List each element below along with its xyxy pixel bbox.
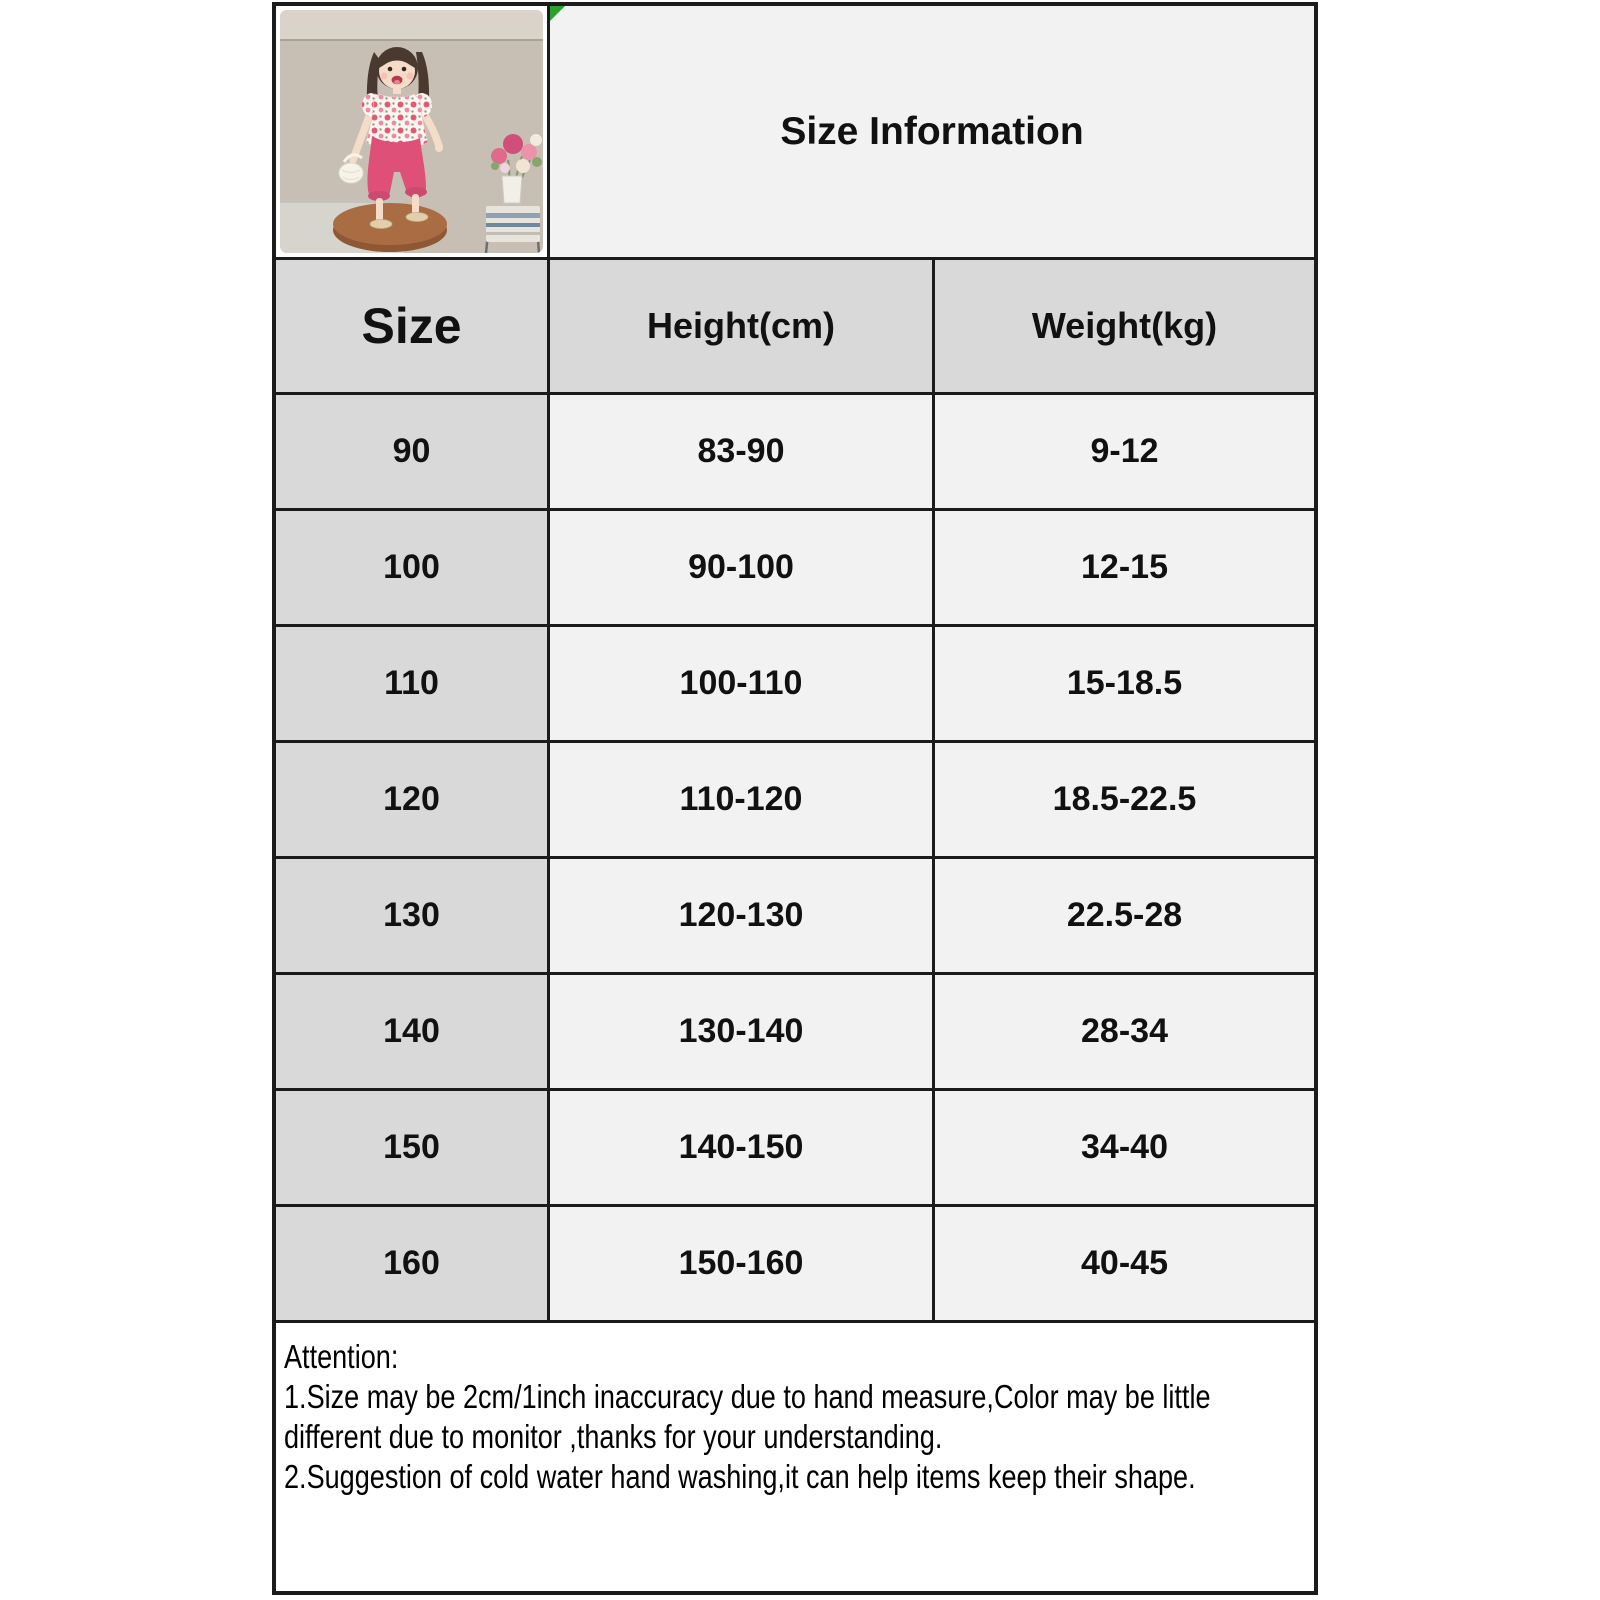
column-header-height: Height(cm) <box>550 260 932 392</box>
size-cell: 90 <box>276 395 547 508</box>
attention-note-line: 1.Size may be 2cm/1inch inaccuracy due to hand measure,Color may be little <box>284 1378 1211 1415</box>
weight-cell: 9-12 <box>935 395 1314 508</box>
size-cell: 130 <box>276 859 547 972</box>
product-photo <box>276 6 547 257</box>
attention-notes <box>276 1323 1314 1591</box>
attention-heading: Attention: <box>284 1338 399 1375</box>
height-cell: 120-130 <box>550 859 932 972</box>
weight-cell: 40-45 <box>935 1207 1314 1320</box>
size-cell: 140 <box>276 975 547 1088</box>
weight-cell: 34-40 <box>935 1091 1314 1204</box>
weight-cell: 15-18.5 <box>935 627 1314 740</box>
size-cell: 120 <box>276 743 547 856</box>
height-cell: 110-120 <box>550 743 932 856</box>
height-cell: 83-90 <box>550 395 932 508</box>
size-cell: 110 <box>276 627 547 740</box>
size-chart-table <box>272 2 1318 1595</box>
weight-cell: 28-34 <box>935 975 1314 1088</box>
column-header-size: Size <box>276 260 547 392</box>
photo-stool <box>333 203 447 252</box>
weight-cell: 22.5-28 <box>935 859 1314 972</box>
size-cell: 160 <box>276 1207 547 1320</box>
column-header-weight: Weight(kg) <box>935 260 1314 392</box>
size-cell: 150 <box>276 1091 547 1204</box>
attention-note-line: different due to monitor ,thanks for your understanding. <box>284 1418 943 1455</box>
weight-cell: 12-15 <box>935 511 1314 624</box>
height-cell: 150-160 <box>550 1207 932 1320</box>
attention-note-line: 2.Suggestion of cold water hand washing,it can help items keep their shape. <box>284 1458 1196 1495</box>
weight-cell: 18.5-22.5 <box>935 743 1314 856</box>
page-title: Size Information <box>780 109 1084 153</box>
height-cell: 100-110 <box>550 627 932 740</box>
size-information-title-cell <box>550 6 1314 257</box>
height-cell: 130-140 <box>550 975 932 1088</box>
height-cell: 90-100 <box>550 511 932 624</box>
size-cell: 100 <box>276 511 547 624</box>
height-cell: 140-150 <box>550 1091 932 1204</box>
green-corner-marker-icon <box>550 6 565 21</box>
product-photo-illustration <box>280 10 543 253</box>
